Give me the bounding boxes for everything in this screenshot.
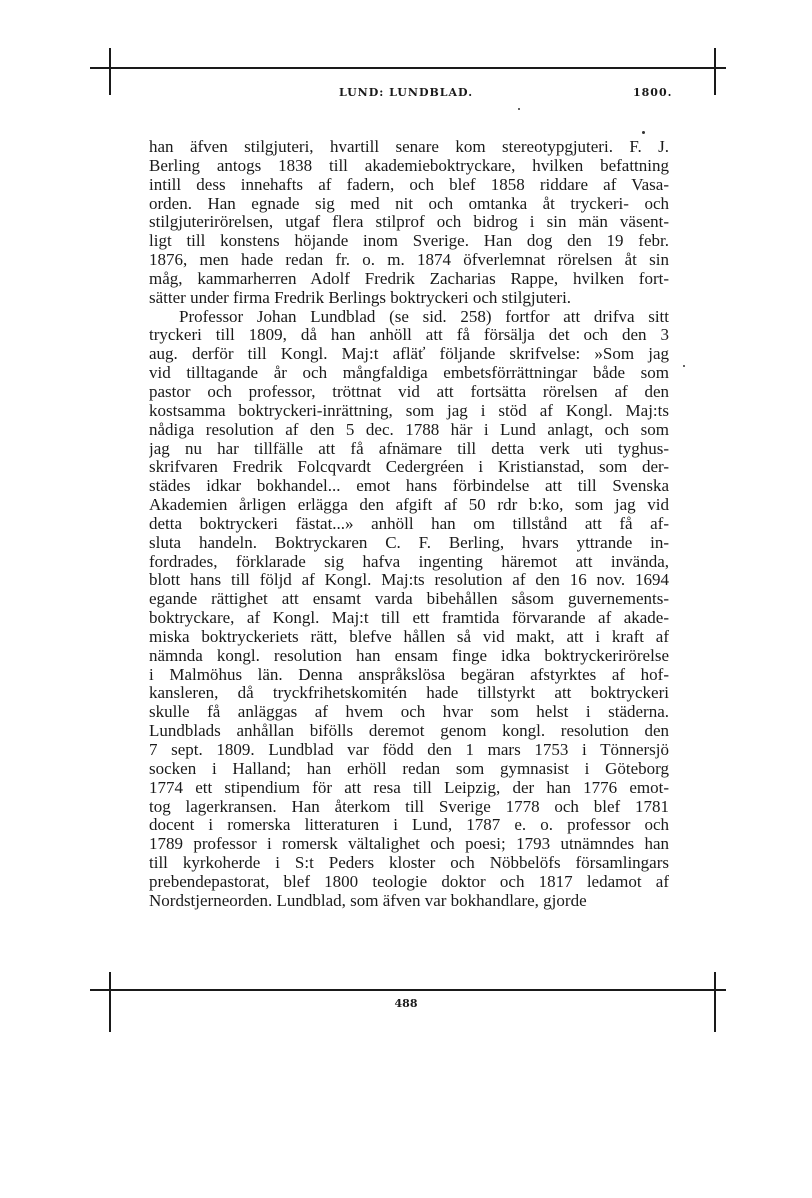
text-line: aug. derför till Kongl. Maj:t afläť följande skrifvelse: »Som jag [149,345,669,364]
body-text [149,138,669,911]
text-line: stilgjuterirörelsen, utgaf flera stilprof och bidrog i sin män väsent- [149,213,669,232]
text-line: 1774 ett stipendium för att resa till Leipzig, der han 1776 emot- [149,778,669,797]
text-line: Berling antogs 1838 till akademieboktryckare, hvilken befattning [149,156,669,175]
text-line: han äfven stilgjuteri, hvartill senare kom stereotypgjuteri. F. J. [149,138,669,156]
text-line: detta boktryckeri fästat...» anhöll han om tillstånd att få af- [149,514,669,533]
print-speck [518,108,520,110]
text-line: måg, kammarherren Adolf Fredrik Zacharias Rappe, hvilken fort- [149,269,669,288]
text-line: tog lagerkransen. Han återkom till Sverige 1778 och blef 1781 [149,797,669,816]
text-line: Akademien årligen erlägga den afgift af 50 rdr b:ko, som jag vid [149,496,669,515]
text-line: skulle få anläggas af hvem och hvar som helst i städerna. [149,703,669,722]
running-year: 1800. [633,86,673,99]
running-title: LUND: LUNDBLAD. [338,86,474,99]
text-line: boktryckare, af Kongl. Maj:t till ett framtida förvarande af akade- [149,609,669,628]
print-speck [642,131,645,134]
text-line: socken i Halland; han erhöll redan som gymnasist i Göteborg [149,759,669,778]
text-line: jag nu har tillfälle att få afnämare till detta verk uti tyghus- [149,439,669,458]
text-line: kostsamma boktryckeri-inrättning, som jag i stöd af Kongl. Maj:ts [149,401,669,420]
text-line: Professor Johan Lundblad (se sid. 258) fortfor att drifva sitt [179,307,669,326]
print-speck [683,365,685,367]
text-line: prebendepastorat, blef 1800 teologie doktor och 1817 ledamot af [149,872,669,891]
text-line: nådiga resolution af den 5 dec. 1788 här i Lund anlagt, och som [149,420,669,439]
text-line: intill dess innehafts af fadern, och blef 1858 riddare af Vasa- [149,175,669,194]
text-line: sluta handeln. Boktryckaren C. F. Berling, hvars yttrande in- [149,533,669,552]
text-line: Nordstjerneorden. Lundblad, som äfven var bokhandlare, gjorde [149,891,587,910]
text-line: städes idkar bokhandel... emot hans förbindelse att till Svenska [149,477,669,496]
text-line: kansleren, då tryckfrihetskomitén hade tillstyrkt att boktryckeri [149,684,669,703]
text-line: 7 sept. 1809. Lundblad var född den 1 mars 1753 i Tönnersjö [149,741,669,759]
bottom-rule [90,989,726,991]
text-line: ligt till konstens höjande inom Sverige. Han dog den 19 febr. [149,232,669,251]
top-rule [90,67,726,69]
text-line: Lundblads anhållan bifölls deremot genom kongl. resolution den [149,722,669,741]
text-line: till kyrkoherde i S:t Peders kloster och Nöbbelöfs församlingars [149,854,669,873]
text-line: blott hans till följd af Kongl. Maj:ts resolution af den 16 nov. 1694 [149,571,669,590]
text-line: egande rättighet att ensamt varda bibehållen såsom guvernements- [149,590,669,609]
text-line: miska boktryckeriets rätt, blefve hållen så vid makt, att i kraft af [149,627,669,646]
text-line: vid tilltagande år och mångfaldiga embetsförrättningar både som [149,364,669,383]
page-number: 488 [394,997,418,1010]
text-line: sätter under firma Fredrik Berlings boktryckeri och stilgjuteri. [149,288,572,307]
text-line: tryckeri till 1809, då han anhöll att få försälja det och den 3 [149,326,669,345]
text-line: skrifvaren Fredrik Folcqvardt Cedergréen i Kristianstad, som der- [149,458,669,477]
text-line: i Malmöhus län. Denna anspråkslösa begäran afstyrktes af hof- [149,665,669,684]
text-line: 1789 professor i romersk vältalighet och poesi; 1793 utnämndes han [149,835,669,854]
text-line: fordrades, förklarade sig hafva ingenting häremot att invända, [149,552,669,571]
text-line: orden. Han egnade sig med nit och omtanka åt tryckeri- och [149,194,669,213]
text-line: nämnda kongl. resolution han ensam finge idka boktryckerirörelse [149,646,669,665]
text-line: 1876, men hade redan fr. o. m. 1874 öfverlemnat rörelsen åt sin [149,251,669,270]
text-line: docent i romerska litteraturen i Lund, 1787 e. o. professor och [149,816,669,835]
text-line: pastor och professor, tröttnat vid att fortsätta rörelsen af den [149,382,669,401]
